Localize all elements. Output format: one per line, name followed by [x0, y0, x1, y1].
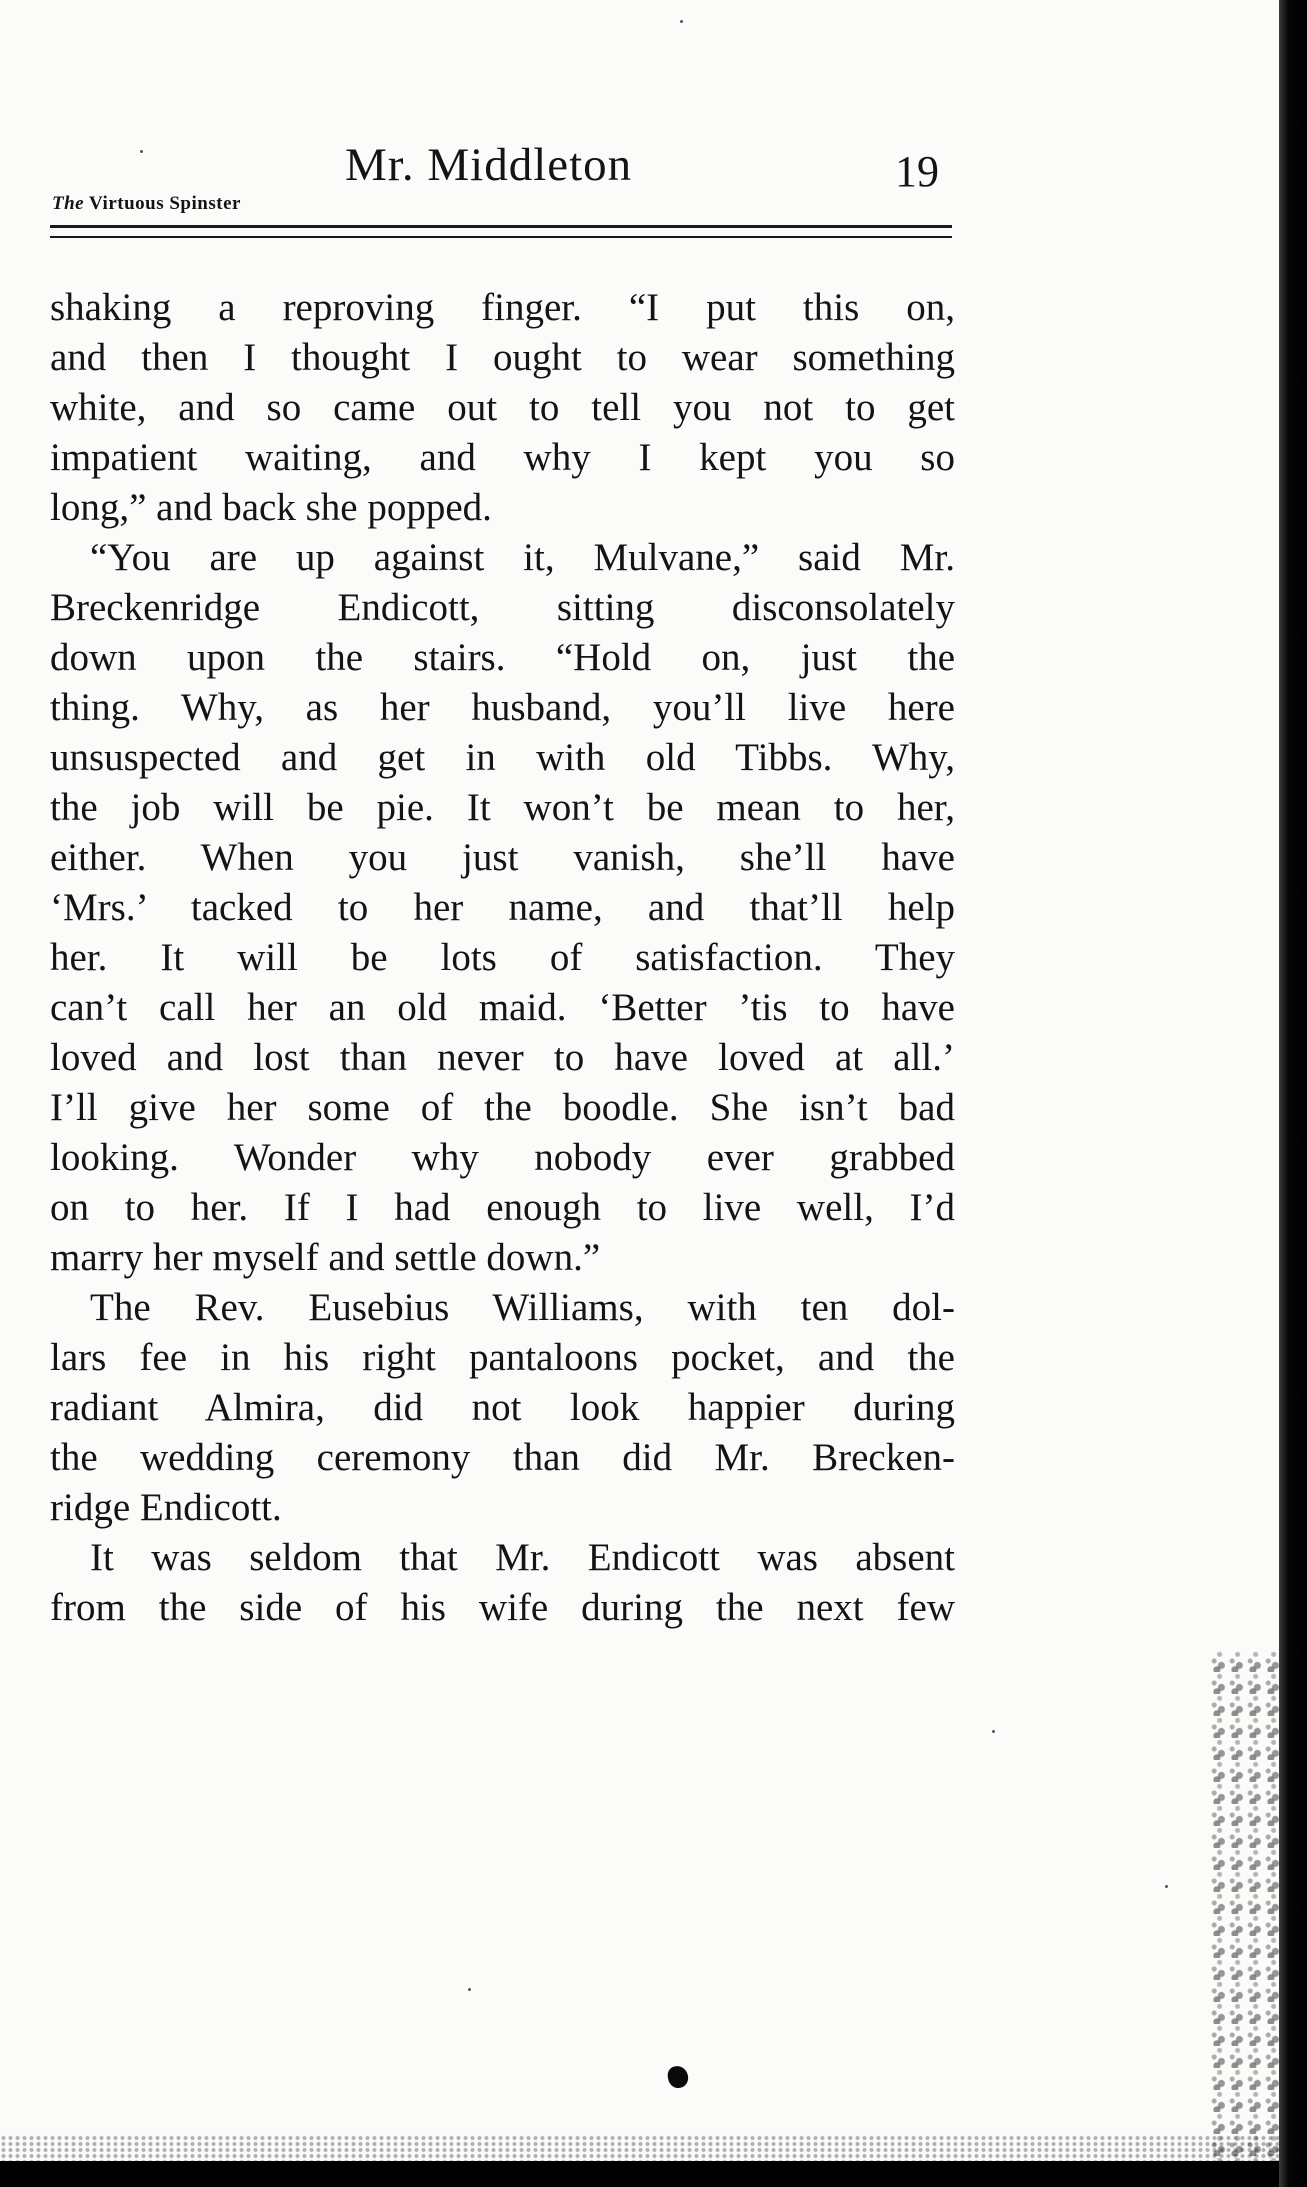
scan-edge-right	[1279, 0, 1307, 2187]
book-title-rest: Virtuous Spinster	[89, 193, 241, 214]
text-line: down upon the stairs. “Hold on, just the	[50, 636, 955, 679]
text-line: I’ll give her some of the boodle. She isn’t bad	[50, 1086, 955, 1129]
text-line: The Rev. Eusebius Williams, with ten dol-	[90, 1286, 955, 1329]
text-line: “You are up against it, Mulvane,” said Mr.	[90, 536, 955, 579]
scan-edge-right-speckle	[1207, 1650, 1287, 2187]
header-rule-thin	[50, 236, 952, 238]
scan-speck	[140, 150, 143, 153]
text-line: and then I thought I ought to wear something	[50, 336, 955, 379]
text-line: loved and lost than never to have loved at all.’	[50, 1036, 955, 1079]
text-line: lars fee in his right pantaloons pocket, and the	[50, 1336, 955, 1379]
text-line: the job will be pie. It won’t be mean to her,	[50, 786, 955, 829]
text-line: looking. Wonder why nobody ever grabbed	[50, 1136, 955, 1179]
scan-speck	[1165, 1885, 1168, 1888]
text-line: the wedding ceremony than did Mr. Brecken-	[50, 1436, 955, 1479]
text-line: either. When you just vanish, she’ll have	[50, 836, 955, 879]
running-head	[0, 138, 1307, 198]
text-line: on to her. If I had enough to live well, I’d	[50, 1186, 955, 1229]
text-line: radiant Almira, did not look happier during	[50, 1386, 955, 1429]
text-line: It was seldom that Mr. Endicott was absent	[90, 1536, 955, 1579]
scan-edge-bottom	[0, 2161, 1307, 2187]
text-line: long,” and back she popped.	[50, 486, 492, 529]
book-title	[52, 193, 241, 215]
text-line: Breckenridge Endicott, sitting disconsolately	[50, 586, 955, 629]
scan-speck	[468, 1988, 471, 1991]
body-text	[50, 283, 955, 1633]
text-line: shaking a reproving finger. “I put this on,	[50, 286, 955, 329]
text-line: from the side of his wife during the next few	[50, 1586, 955, 1629]
header-rule-thick	[50, 225, 952, 228]
text-line: ‘Mrs.’ tacked to her name, and that’ll help	[50, 886, 955, 929]
page-number: 19	[895, 147, 939, 196]
text-line: marry her myself and settle down.”	[50, 1236, 601, 1279]
text-line: impatient waiting, and why I kept you so	[50, 436, 955, 479]
text-line: white, and so came out to tell you not to get	[50, 386, 955, 429]
scan-speck	[680, 20, 683, 23]
text-line: thing. Why, as her husband, you’ll live here	[50, 686, 955, 729]
text-line: her. It will be lots of satisfaction. They	[50, 936, 955, 979]
text-line: ridge Endicott.	[50, 1486, 282, 1529]
book-title-prefix: The	[52, 193, 85, 214]
page-ornament	[666, 2064, 690, 2090]
text-line: unsuspected and get in with old Tibbs. Why,	[50, 736, 955, 779]
text-line: can’t call her an old maid. ‘Better ’tis to have	[50, 986, 955, 1029]
scan-speck	[992, 1730, 995, 1733]
running-title: Mr. Middleton	[345, 139, 633, 191]
